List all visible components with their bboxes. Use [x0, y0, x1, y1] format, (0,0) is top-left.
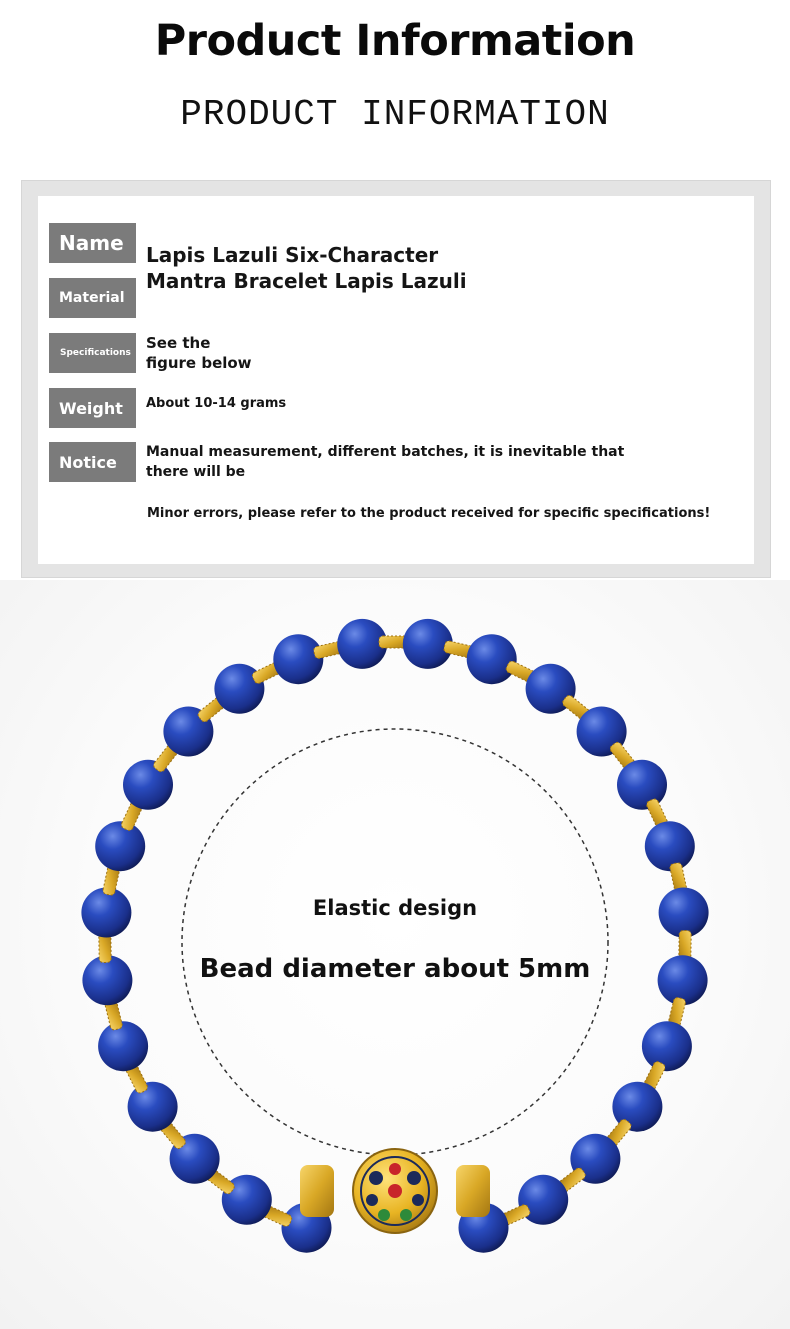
- name-value-line2: Mantra Bracelet Lapis Lazuli: [146, 269, 467, 293]
- notice-value-line1: Manual measurement, different batches, it is inevitable that: [146, 444, 625, 460]
- notice-value: [146, 442, 624, 482]
- name-material-value: [146, 242, 467, 294]
- lapis-bead-icon: [467, 634, 517, 684]
- lapis-bead-icon: [645, 821, 695, 871]
- charm-dot-green: [378, 1209, 390, 1221]
- lapis-bead-icon: [95, 821, 145, 871]
- label-name: Name: [49, 223, 136, 263]
- product-info-table: [21, 180, 771, 578]
- lapis-bead-icon: [273, 634, 323, 684]
- label-weight: Weight: [49, 388, 136, 428]
- charm-dot: [407, 1171, 421, 1185]
- charm-dot: [366, 1194, 378, 1206]
- label-specifications: Specifications: [49, 333, 136, 373]
- charm-dot-top: [389, 1163, 401, 1175]
- elastic-design-caption: Elastic design: [312, 896, 478, 920]
- lapis-bead-icon: [518, 1175, 568, 1225]
- product-info-panel: [38, 196, 754, 564]
- specifications-value-line2: figure below: [146, 354, 252, 372]
- specifications-value: [146, 333, 252, 373]
- page-title: Product Information: [154, 16, 636, 66]
- notice-footnote: Minor errors, please refer to the product received for specific specifications!: [147, 506, 711, 521]
- specifications-value-line1: See the: [146, 334, 211, 352]
- lapis-bead-icon: [98, 1021, 148, 1071]
- weight-value: About 10-14 grams: [146, 396, 287, 411]
- left-barrel-spacer: [300, 1165, 334, 1217]
- charm-dot: [412, 1194, 424, 1206]
- label-notice: Notice: [49, 442, 136, 482]
- name-value-line1: Lapis Lazuli Six-Character: [146, 243, 439, 267]
- right-barrel-spacer: [456, 1165, 490, 1217]
- charm-dot-green: [400, 1209, 412, 1221]
- notice-value-line2: there will be: [146, 464, 246, 480]
- charm-dot: [369, 1171, 383, 1185]
- bead-diameter-caption: Bead diameter about 5mm: [199, 954, 591, 984]
- product-photo: [0, 580, 790, 1329]
- page-subtitle: PRODUCT INFORMATION: [180, 94, 610, 135]
- charm-dot-center: [388, 1184, 402, 1198]
- lapis-bead-icon: [642, 1021, 692, 1071]
- label-material: Material: [49, 278, 136, 318]
- lapis-bead-icon: [617, 760, 667, 810]
- dashed-guide-circle: [182, 729, 608, 1155]
